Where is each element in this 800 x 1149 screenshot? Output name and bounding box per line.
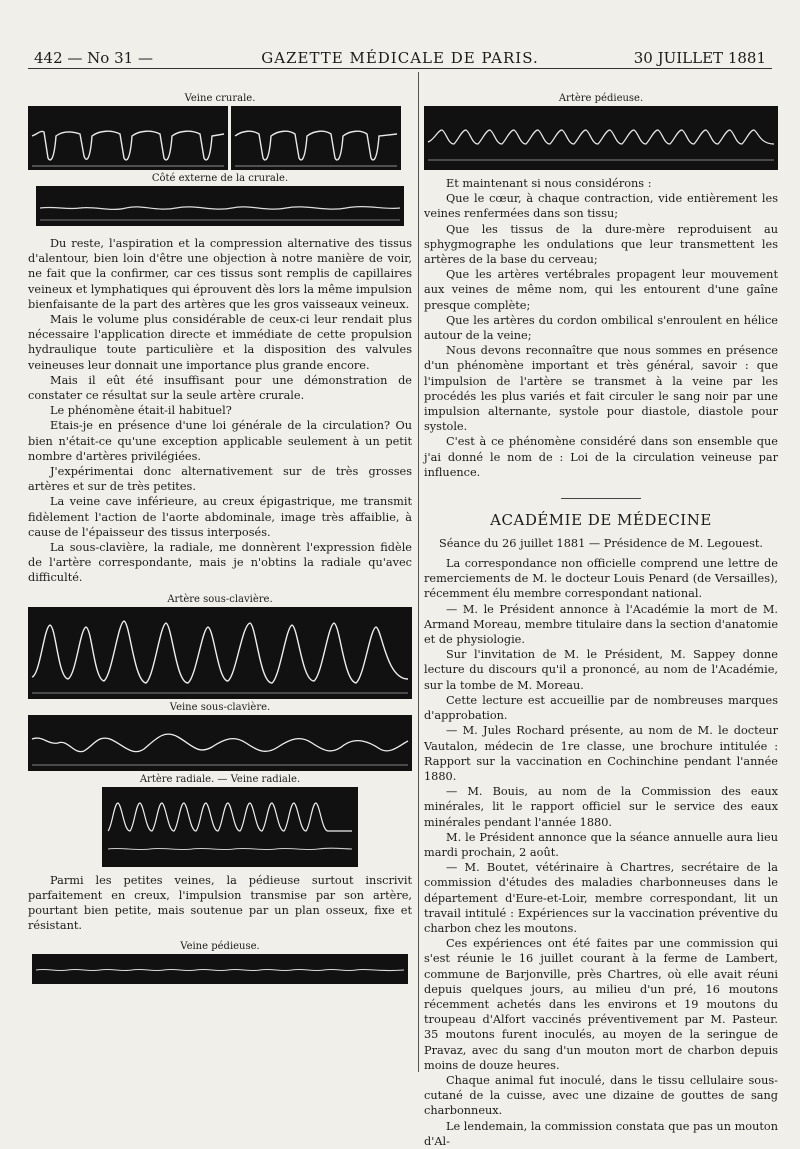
column-divider [418,72,419,1072]
right-paragraph-4: Que les artères vertébrales propagent leur mouvement aux veines de même nom, qui les entourent d'une gaîne presque complète; [424,268,778,312]
left-paragraph-6: J'expérimentai donc alternativement sur de très grosses artères et sur de très petites. [28,465,412,494]
trace-veine-crurale-b [231,106,401,170]
right-column [424,90,778,1149]
section-rule [561,498,641,499]
right-paragraph-15: — M. Boutet, vétérinaire à Chartres, secrétaire de la commission d'études des maladies charbonneuses dans le département d'Eure-et-Loir, membre correspondant, lit un travail intitulé : Expériences sur la vaccination préventive du charbon chez les moutons. [424,861,778,935]
trace-veine-crurale [28,106,412,170]
caption-veine-sous-claviere: Veine sous-clavière. [169,701,271,713]
left-paragraph-7: La veine cave inférieure, au creux épigastrique, me transmit fidèlement l'action de l'aorte abdominale, image très affaiblie, à cause de l'épaisseur des tissus interposés. [28,495,412,539]
right-paragraph-10: Sur l'invitation de M. le Président, M. Sappey donne lecture du discours qu'il a prononcé, au nom de l'Académie, sur la tombe de M. Moreau. [424,648,778,692]
session-line: Séance du 26 juillet 1881 — Présidence de M. Legouest. [438,537,764,551]
left-paragraph-1: Du reste, l'aspiration et la compression alternative des tissus d'alentour, bien loin d'être une objection à notre manière de voir, ne fait que la confirmer, car ces tissus sont remplis de capillaires veineux et lymphatiques qui éprouvent dès lors la même impulsion bienfaisante de la part des artères que les gros vaisseaux veineux. [28,237,412,311]
right-paragraph-2: Que le cœur, à chaque contraction, vide entièrement les veines renfermées dans son tissu; [424,192,778,221]
section-heading: ACADÉMIE DE MÉDECINE [490,511,712,530]
left-paragraph-8: La sous-clavière, la radiale, me donnèrent l'expression fidèle de l'artère correspondante, mais je n'obtins la radiale qu'avec difficulté. [28,541,412,585]
left-paragraph-3: Mais il eût été insuffisant pour une démonstration de constater ce résultat sur la seule artère crurale. [28,373,412,403]
trace-veine-crurale-a [28,106,228,170]
right-paragraph-12: — M. Jules Rochard présente, au nom de M. le docteur Vautalon, médecin de 1re classe, une brochure intitulée : Rapport sur la vaccination en Cochinchine pendant l'année 1880. [424,724,778,783]
caption-artere-pedieuse: Artère pédieuse. [558,93,644,104]
caption-externe-crurale: Côté externe de la crurale. [151,173,289,184]
trace-artere-veine-radiale [102,787,358,867]
issue-date: 30 JUILLET 1881 [633,49,766,67]
left-column [28,90,412,984]
trace-artere-pedieuse [424,106,778,170]
page-number: 442 — No 31 — [34,49,153,67]
right-paragraph-8: La correspondance non officielle comprend une lettre de remerciements de M. le docteur Louis Penard (de Versailles), récemment élu membre correspondant national. [424,557,778,601]
caption-artere-sous-claviere: Artère sous-clavière. [167,593,273,605]
right-paragraph-14: M. le Président annonce que la séance annuelle aura lieu mardi prochain, 2 août. [424,830,778,859]
right-paragraph-13: — M. Bouis, au nom de la Commission des eaux minérales, lit le rapport officiel sur le service des eaux minérales pendant l'année 1880. [424,785,778,829]
left-paragraph-2: Mais le volume plus considérable de ceux-ci leur rendait plus nécessaire l'application directe et immédiate de cette propulsion hydraulique toute particulière et la disposition des valvules veineuses leur donnait une importance plus grande encore. [28,313,412,372]
right-paragraph-5: Que les artères du cordon ombilical s'enroulent en hélice autour de la veine; [424,313,778,343]
right-paragraph-3: Que les tissus de la dure-mère reproduisent au sphygmographe les ondulations que leur transmettent les artères de la base du cerveau; [424,222,778,267]
trace-externe-crurale [36,186,404,226]
caption-veine-crurale: Veine crurale. [184,93,256,104]
trace-veine-sous-claviere [28,715,412,771]
left-paragraph-9: Parmi les petites veines, la pédieuse surtout inscrivit parfaitement en creux, l'impulsion transmise par son artère, pourtant bien petite, mais soutenue par un plan osseux, fixe et résistant. [28,873,412,933]
trace-artere-sous-claviere [28,607,412,699]
caption-veine-pedieuse: Veine pédieuse. [180,941,260,953]
right-paragraph-6: Nous devons reconnaître que nous sommes en présence d'un phénomène important et très général, savoir : que l'impulsion de l'artère se transmet à la veine par les procédés les plus variés et fait circuler le sang noir par une impulsion alternante, systole pour diastole, diastole pour systole. [424,344,778,434]
journal-title: GAZETTE MÉDICALE DE PARIS. [261,49,539,67]
right-paragraph-11: Cette lecture est accueillie par de nombreuses marques d'approbation. [424,693,778,723]
left-paragraph-4: Le phénomène était-il habituel? [50,404,232,418]
right-paragraph-1: Et maintenant si nous considérons : [446,177,652,190]
right-paragraph-7: C'est à ce phénomène considéré dans son ensemble que j'ai donné le nom de : Loi de la circulation veineuse par influence. [424,435,778,479]
right-paragraph-17: Chaque animal fut inoculé, dans le tissu cellulaire sous-cutané de la cuisse, avec une dizaine de gouttes de sang charbonneux. [424,1073,778,1118]
right-paragraph-16: Ces expériences ont été faites par une commission qui s'est réunie le 16 juillet courant à la ferme de Lambert, commune de Barjonville, près Chartres, où elle avait réuni depuis quelques jours, au milieu d'un pré, 16 moutons récemment achetés dans les environs et 19 moutons du troupeau d'Alfort vaccinés préventivement par M. Pasteur. 35 moutons furent inoculés, au moyen de la seringue de Pravaz, avec du sang d'un mouton mort de charbon depuis moins de douze heures. [424,937,778,1072]
running-header [28,46,772,69]
right-paragraph-9: — M. le Président annonce à l'Académie la mort de M. Armand Moreau, membre titulaire dans la section d'anatomie et de physiologie. [424,602,779,647]
trace-veine-pedieuse [32,954,408,984]
left-paragraph-5: Etais-je en présence d'une loi générale de la circulation? Ou bien n'était-ce qu'une exception applicable seulement à un petit nombre d'artères privilégiées. [28,419,412,463]
right-paragraph-18: Le lendemain, la commission constata que pas un mouton d'Al- [424,1119,778,1148]
caption-artere-veine-radiale: Artère radiale. — Veine radiale. [139,773,301,785]
